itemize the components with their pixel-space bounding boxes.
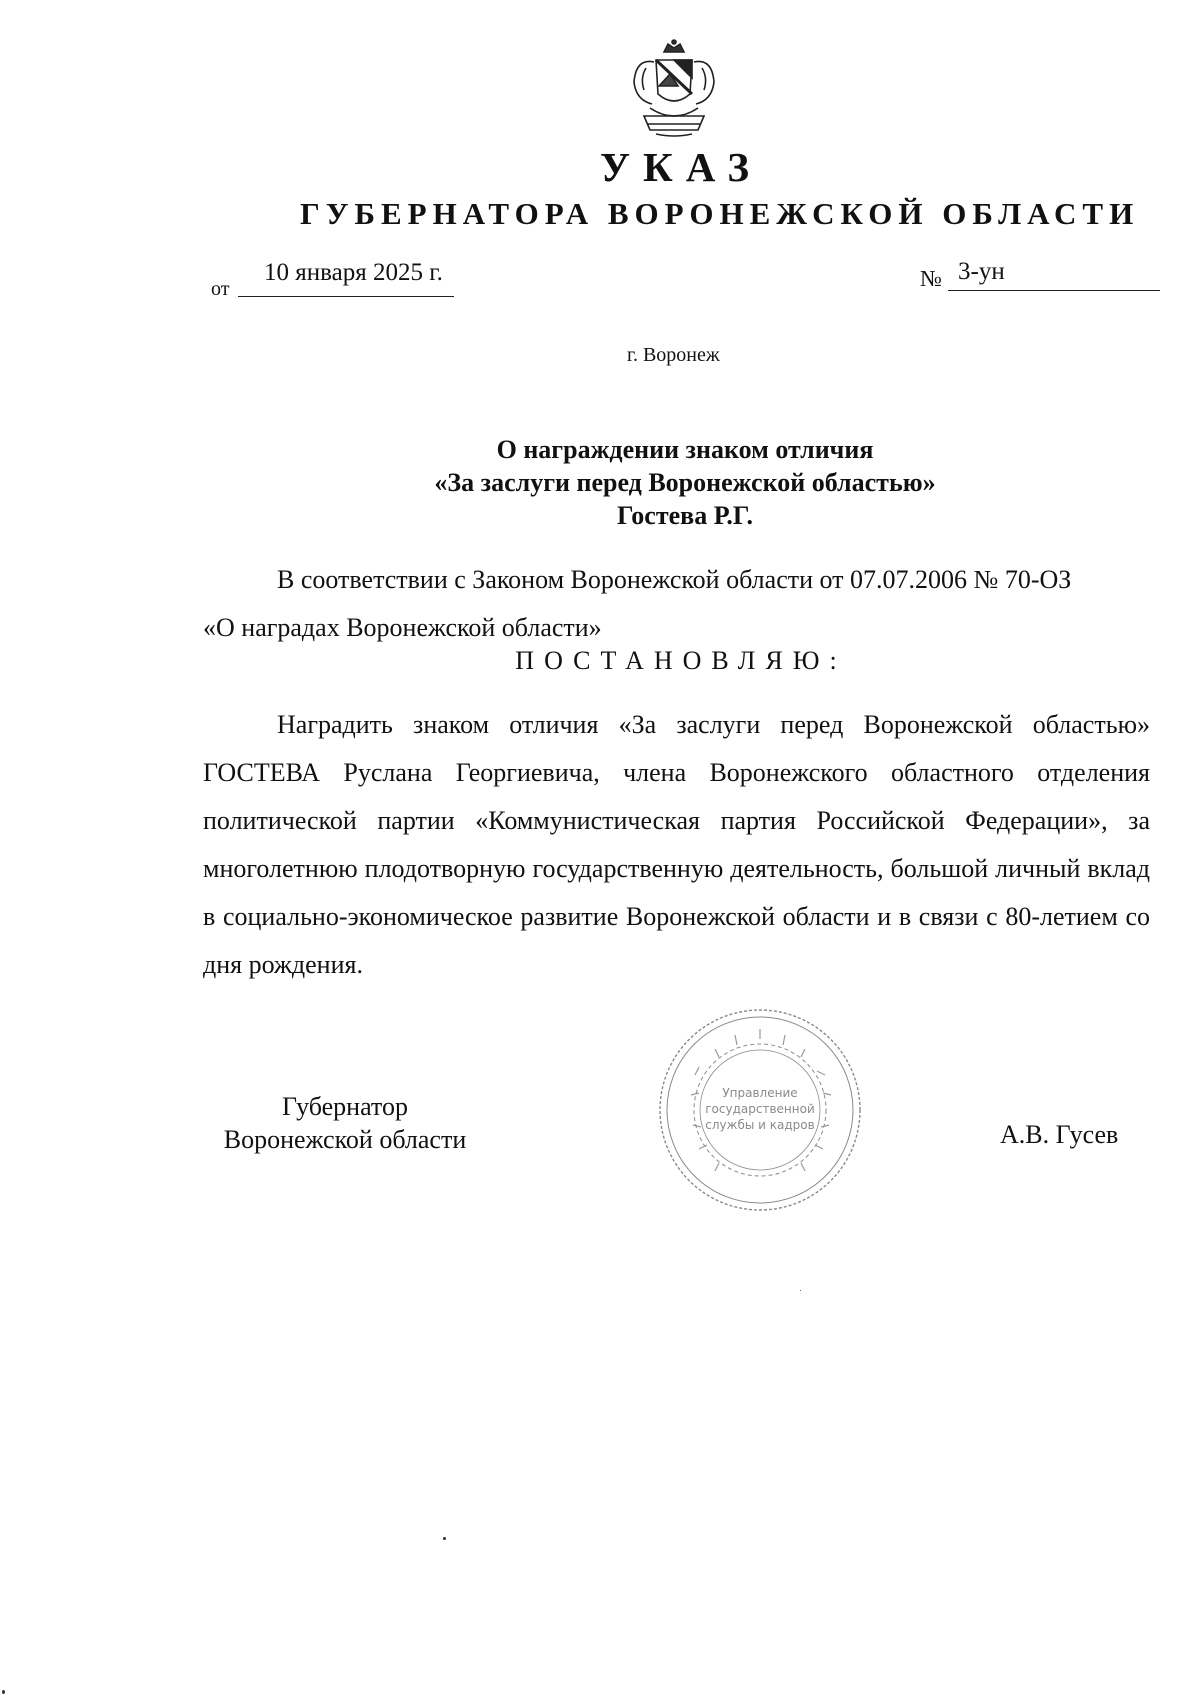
number-underline	[948, 290, 1160, 291]
decree-number: 3-ун	[958, 258, 1005, 285]
decree-heading	[300, 433, 1070, 532]
scan-speck	[2, 1690, 5, 1694]
scan-speck	[443, 1537, 446, 1540]
heading-line: «За заслуги перед Воронежской областью»	[434, 468, 936, 497]
scan-speck	[800, 1290, 801, 1291]
signatory-name: А.В. Гусев	[1000, 1120, 1119, 1149]
signatory-position-line: Губернатор	[282, 1092, 408, 1121]
signatory-position-line: Воронежской области	[223, 1125, 467, 1154]
basis-paragraph	[203, 556, 1150, 652]
official-stamp	[655, 1005, 865, 1215]
city-label: г. Воронеж	[627, 344, 720, 366]
signatory-position	[200, 1090, 490, 1156]
document-subtitle: ГУБЕРНАТОРА ВОРОНЕЖСКОЙ ОБЛАСТИ	[300, 196, 1140, 231]
date-underline	[238, 296, 454, 297]
stamp-center-line: государственной	[705, 1102, 815, 1116]
document-title: УКАЗ	[599, 144, 763, 190]
date-prefix: от	[211, 278, 230, 300]
heading-line: О награждении знаком отличия	[496, 435, 874, 464]
decree-date: 10 января 2025 г.	[264, 259, 443, 286]
basis-line: В соответствии с Законом Воронежской области от 07.07.2006 № 70-ОЗ	[277, 565, 1072, 594]
heading-line: Гостева Р.Г.	[617, 501, 753, 530]
decree-body: Наградить знаком отличия «За заслуги перед Воронежской областью» ГОСТЕВА Руслана Георгиевича, члена Воронежского областного отделения политической партии «Коммунистическая партия Российской Федерации», за многолетнюю плодотворную государственную деятельность, большой личный вклад в социально-экономическое развитие Воронежской области и в связи с 80-летием со дня рождения.	[203, 710, 1150, 979]
basis-line: «О наградах Воронежской области»	[203, 613, 602, 642]
stamp-center-line: Управление	[722, 1086, 798, 1100]
coat-of-arms-emblem	[626, 38, 722, 138]
decree-word: ПОСТАНОВЛЯЮ:	[515, 646, 847, 675]
number-prefix: №	[920, 266, 942, 291]
stamp-center-line: службы и кадров	[705, 1118, 815, 1132]
